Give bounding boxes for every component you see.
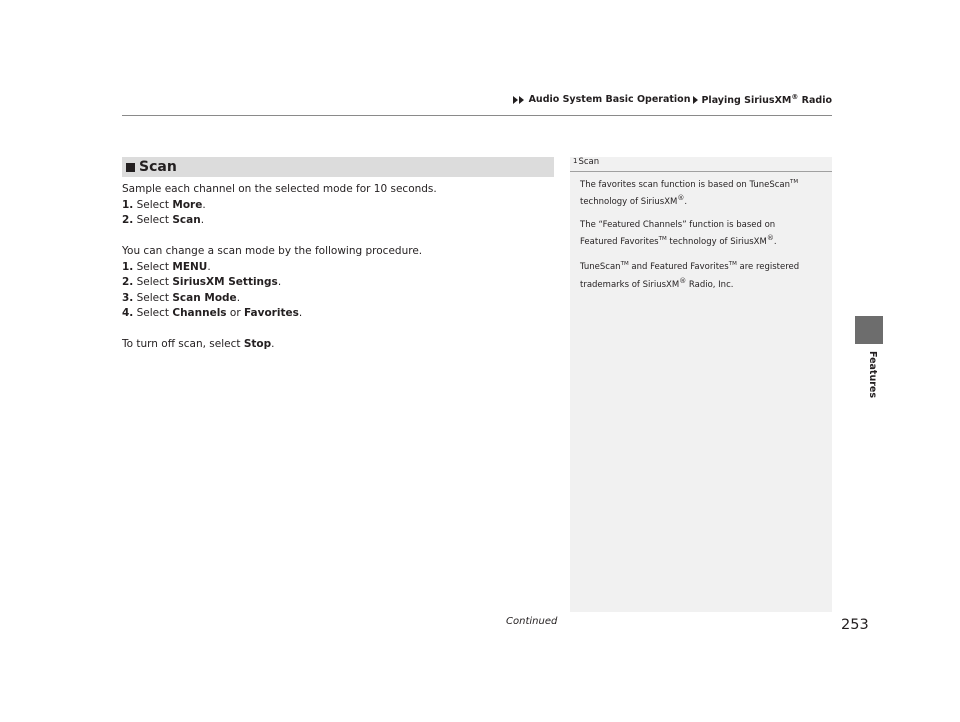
mode-intro-text: You can change a scan mode by the following procedure. (122, 245, 423, 257)
section-square-icon (126, 163, 135, 172)
breadcrumb (513, 93, 832, 106)
step-item: 1. Select More. (122, 198, 206, 211)
continued-note: Continued (506, 616, 558, 627)
section-title: Scan (139, 159, 177, 175)
chapter-tab-marker (855, 316, 883, 344)
step-item: 3. Select Scan Mode. (122, 291, 241, 304)
step-item: 2. Select SiriusXM Settings. (122, 276, 282, 288)
sidebar-title: Scan (578, 157, 600, 167)
breadcrumb-arrow-icon (693, 96, 698, 104)
step-item: 1. Select MENU. (122, 260, 211, 273)
step-item: 4. Select Channels or Favorites. (122, 307, 303, 319)
breadcrumb-item-audio[interactable]: Audio System Basic Operation (528, 94, 691, 106)
breadcrumb-arrows-icon (513, 96, 524, 104)
section-body (122, 182, 552, 353)
breadcrumb-item-siriusxm[interactable]: Playing SiriusXM® Radio (701, 93, 832, 107)
note-paragraph: The “Featured Channels” function is based on Featured Favorites™ technology of SiriusXM®. (580, 219, 777, 247)
turn-off-text: To turn off scan, select Stop. (122, 338, 275, 350)
section-header (122, 157, 554, 177)
step-item: 2. Select Scan. (122, 214, 205, 226)
note-paragraph: TuneScan™ and Featured Favorites™ are registered trademarks of SiriusXM® Radio, Inc. (580, 261, 800, 290)
sidebar-heading (570, 157, 832, 172)
chapter-tab-label[interactable]: Features (867, 350, 879, 398)
reference-number: 1 (573, 157, 578, 165)
page-number: 253 (841, 617, 869, 633)
note-paragraph: The favorites scan function is based on TuneScan™ technology of SiriusXM®. (580, 179, 799, 208)
intro-text: Sample each channel on the selected mode for 10 seconds. (122, 183, 437, 195)
notes-sidebar (570, 157, 832, 612)
header-divider (122, 115, 832, 116)
